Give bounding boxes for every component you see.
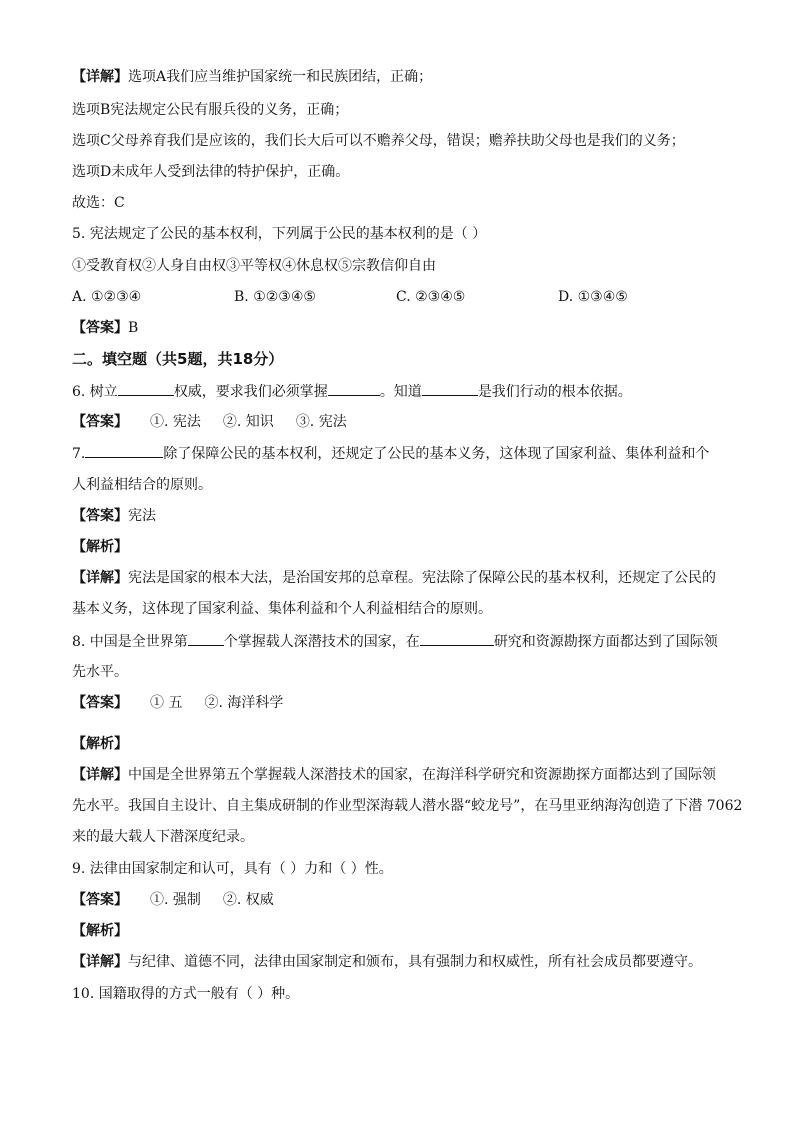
q4-option-a-text: 选项A我们应当维护国家统一和民族团结，正确； <box>128 69 433 85</box>
q8-blank-2 <box>420 632 494 646</box>
q8-answer-2: ②. 海洋科学 <box>204 695 284 711</box>
q9-analysis-tag <box>72 922 128 940</box>
q7-answer-line <box>72 507 156 525</box>
q8-part-3: 研究和资源勘探方面都达到了国际领 <box>493 634 718 650</box>
q8-blank-1 <box>188 632 224 646</box>
q5-answer: B <box>128 320 139 336</box>
q9-answer-1: ①. 强制 <box>150 892 201 908</box>
section-2-title: 二。填空题（共5题，共18分） <box>72 350 284 368</box>
q6-part-3: 。知道 <box>379 384 422 400</box>
answer-tag: 【答案】 <box>72 508 128 524</box>
q7-part-2: 除了保障公民的基本权利，还规定了公民的基本义务，这体现了国家利益、集体利益和个 <box>163 446 710 462</box>
analysis-tag: 【解析】 <box>72 539 128 555</box>
q9-answer-2: ②. 权威 <box>222 892 274 908</box>
q5-stem: 5. 宪法规定了公民的基本权利，下列属于公民的基本权利的是（ ） <box>72 226 487 242</box>
q6-blank-1 <box>118 382 174 396</box>
q4-detail-line <box>72 68 432 86</box>
answer-tag: 【答案】 <box>72 320 128 336</box>
q6-answer-1: ①. 宪法 <box>150 414 201 430</box>
q6-answer-3: ③. 宪法 <box>295 414 347 430</box>
q8-stem-line-1 <box>72 632 718 651</box>
q9-answer-line <box>72 891 274 909</box>
q7-stem-line-2: 人利益相结合的原则。 <box>72 477 212 493</box>
q6-blank-3 <box>422 382 478 396</box>
q7-analysis-tag <box>72 538 128 556</box>
q8-answer-line <box>72 694 283 712</box>
q5-answer-line <box>72 319 138 337</box>
q6-stem <box>72 382 632 401</box>
q8-detail-line-1 <box>72 766 716 784</box>
q7-detail-line-1 <box>72 569 716 587</box>
q8-analysis-tag <box>72 735 128 753</box>
q5-option-d: D. ①③④⑤ <box>558 289 628 305</box>
q7-part-1: 7. <box>72 446 86 462</box>
q5-option-c: C. ②③④⑤ <box>396 289 466 305</box>
q7-detail-text-1: 宪法是国家的根本大法，是治国安邦的总章程。宪法除了保障公民的基本权利，还规定了公民的 <box>128 570 716 586</box>
q4-option-b: 选项B宪法规定公民有服兵役的义务，正确； <box>72 102 349 118</box>
analysis-tag: 【解析】 <box>72 923 128 939</box>
answer-tag: 【答案】 <box>72 695 128 711</box>
q6-answer-line <box>72 413 347 431</box>
q8-detail-text-1: 中国是全世界第五个掌握载人深潜技术的国家，在海洋科学研究和资源勘探方面都达到了国际领 <box>128 767 716 783</box>
q5-option-a: A. ①②③④ <box>72 289 142 305</box>
q7-stem-line-1 <box>72 444 709 463</box>
q7-blank <box>85 444 163 458</box>
q5-option-b: B. ①②③④⑤ <box>234 289 316 305</box>
answer-tag: 【答案】 <box>72 414 128 430</box>
q7-detail-line-2: 基本义务，这体现了国家利益、集体利益和个人利益相结合的原则。 <box>72 601 492 617</box>
q8-answer-1: ① 五 <box>150 695 183 711</box>
detail-tag: 【详解】 <box>72 954 128 970</box>
q9-detail-text: 与纪律、道德不同，法律由国家制定和颁布，具有强制力和权威性，所有社会成员都要遵守。 <box>128 954 702 970</box>
q8-part-2: 个掌握载人深潜技术的国家，在 <box>223 634 420 650</box>
q5-items: ①受教育权②人身自由权③平等权④休息权⑤宗教信仰自由 <box>72 258 436 274</box>
q6-part-4: 是我们行动的根本依据。 <box>477 384 632 400</box>
analysis-tag: 【解析】 <box>72 736 128 752</box>
detail-tag: 【详解】 <box>72 69 128 85</box>
q10-stem: 10. 国籍取得的方式一般有（ ）种。 <box>72 986 300 1002</box>
detail-tag: 【详解】 <box>72 767 128 783</box>
q9-stem: 9. 法律由国家制定和认可，具有（ ）力和（ ）性。 <box>72 861 393 877</box>
q6-blank-2 <box>328 382 380 396</box>
q8-part-1: 8. 中国是全世界第 <box>72 634 188 650</box>
q9-detail-line <box>72 953 702 971</box>
detail-tag: 【详解】 <box>72 570 128 586</box>
q4-option-d: 选项D未成年人受到法律的特护保护，正确。 <box>72 164 350 180</box>
q6-part-2: 权威，要求我们必须掌握 <box>173 384 328 400</box>
q8-stem-line-2: 先水平。 <box>72 664 128 680</box>
answer-tag: 【答案】 <box>72 892 128 908</box>
q4-option-c: 选项C父母养育我们是应该的，我们长大后可以不赡养父母，错误；赡养扶助父母也是我们的义务； <box>72 133 685 149</box>
q7-answer: 宪法 <box>128 508 156 524</box>
q8-detail-line-3: 来的最大载人下潜深度纪录。 <box>72 829 254 845</box>
q6-answer-2: ②. 知识 <box>222 414 274 430</box>
q8-detail-line-2: 先水平。我国自主设计、自主集成研制的作业型深海载人潜水器“蛟龙号”，在马里亚纳海沟创造了下潜 7062 <box>72 798 743 814</box>
q4-choice: 故选：C <box>72 195 125 211</box>
q6-part-1: 6. 树立 <box>72 384 118 400</box>
